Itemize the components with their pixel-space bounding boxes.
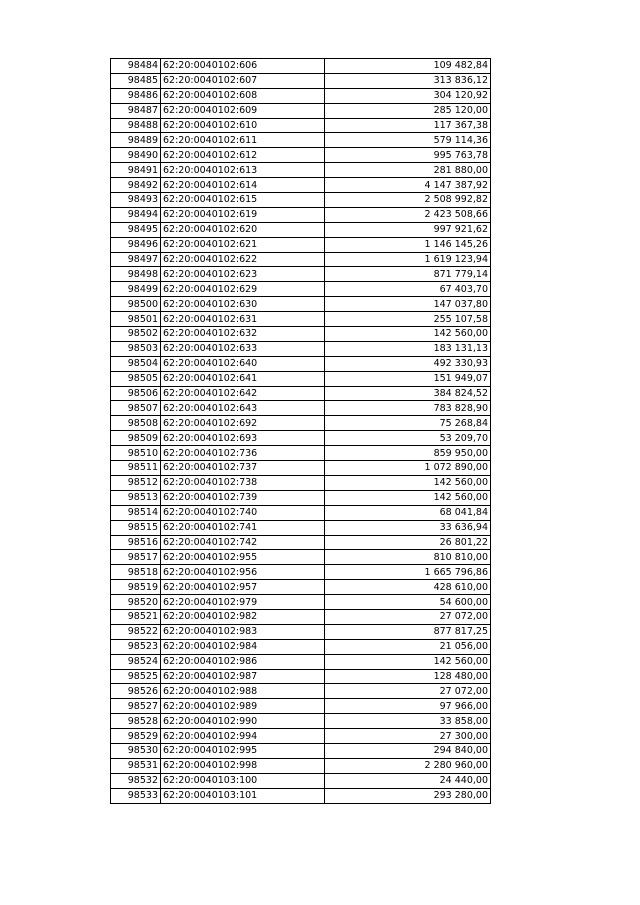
table-row <box>111 758 491 773</box>
value-cell: 27 300,00 <box>325 729 491 744</box>
table-row <box>111 356 491 371</box>
table-row <box>111 371 491 386</box>
row-number-cell: 98531 <box>111 758 161 773</box>
value-cell: 384 824,52 <box>325 386 491 401</box>
cadastral-number-cell: 62:20:0040102:643 <box>161 401 325 416</box>
row-number-cell: 98523 <box>111 639 161 654</box>
row-number-cell: 98489 <box>111 133 161 148</box>
value-cell: 995 763,78 <box>325 148 491 163</box>
cadastral-number-cell: 62:20:0040102:739 <box>161 490 325 505</box>
cadastral-number-cell: 62:20:0040102:606 <box>161 59 325 74</box>
cadastral-number-cell: 62:20:0040102:610 <box>161 118 325 133</box>
value-cell: 783 828,90 <box>325 401 491 416</box>
table-row <box>111 148 491 163</box>
cadastral-number-cell: 62:20:0040102:984 <box>161 639 325 654</box>
value-cell: 997 921,62 <box>325 222 491 237</box>
table-row <box>111 580 491 595</box>
value-cell: 1 146 145,26 <box>325 237 491 252</box>
cadastral-number-cell: 62:20:0040102:741 <box>161 520 325 535</box>
row-number-cell: 98488 <box>111 118 161 133</box>
cadastral-number-cell: 62:20:0040102:742 <box>161 535 325 550</box>
value-cell: 428 610,00 <box>325 580 491 595</box>
table-row <box>111 237 491 252</box>
row-number-cell: 98509 <box>111 431 161 446</box>
table-row <box>111 73 491 88</box>
value-cell: 142 560,00 <box>325 490 491 505</box>
cadastral-number-cell: 62:20:0040102:989 <box>161 699 325 714</box>
cadastral-number-cell: 62:20:0040102:631 <box>161 312 325 327</box>
value-cell: 4 147 387,92 <box>325 178 491 193</box>
value-cell: 2 423 508,66 <box>325 207 491 222</box>
table-row <box>111 565 491 580</box>
row-number-cell: 98512 <box>111 475 161 490</box>
table-row <box>111 595 491 610</box>
value-cell: 492 330,93 <box>325 356 491 371</box>
cadastral-number-cell: 62:20:0040102:611 <box>161 133 325 148</box>
row-number-cell: 98515 <box>111 520 161 535</box>
row-number-cell: 98504 <box>111 356 161 371</box>
table-row <box>111 118 491 133</box>
row-number-cell: 98522 <box>111 624 161 639</box>
row-number-cell: 98486 <box>111 88 161 103</box>
row-number-cell: 98484 <box>111 59 161 74</box>
value-cell: 142 560,00 <box>325 475 491 490</box>
cadastral-number-cell: 62:20:0040102:693 <box>161 431 325 446</box>
value-cell: 2 280 960,00 <box>325 758 491 773</box>
table-row <box>111 446 491 461</box>
cadastral-number-cell: 62:20:0040102:692 <box>161 416 325 431</box>
cadastral-number-cell: 62:20:0040102:642 <box>161 386 325 401</box>
table-row <box>111 252 491 267</box>
row-number-cell: 98510 <box>111 446 161 461</box>
row-number-cell: 98492 <box>111 178 161 193</box>
row-number-cell: 98507 <box>111 401 161 416</box>
cadastral-number-cell: 62:20:0040102:998 <box>161 758 325 773</box>
value-cell: 142 560,00 <box>325 654 491 669</box>
table-row <box>111 475 491 490</box>
row-number-cell: 98516 <box>111 535 161 550</box>
cadastral-number-cell: 62:20:0040102:738 <box>161 475 325 490</box>
row-number-cell: 98521 <box>111 609 161 624</box>
value-cell: 75 268,84 <box>325 416 491 431</box>
value-cell: 294 840,00 <box>325 743 491 758</box>
value-cell: 877 817,25 <box>325 624 491 639</box>
value-cell: 304 120,92 <box>325 88 491 103</box>
cadastral-number-cell: 62:20:0040102:621 <box>161 237 325 252</box>
value-cell: 109 482,84 <box>325 59 491 74</box>
value-cell: 1 619 123,94 <box>325 252 491 267</box>
value-cell: 27 072,00 <box>325 684 491 699</box>
cadastral-number-cell: 62:20:0040102:737 <box>161 461 325 476</box>
cadastral-number-cell: 62:20:0040102:957 <box>161 580 325 595</box>
value-cell: 871 779,14 <box>325 267 491 282</box>
table-row <box>111 416 491 431</box>
value-cell: 33 636,94 <box>325 520 491 535</box>
row-number-cell: 98499 <box>111 282 161 297</box>
value-cell: 26 801,22 <box>325 535 491 550</box>
row-number-cell: 98533 <box>111 788 161 803</box>
cadastral-number-cell: 62:20:0040102:983 <box>161 624 325 639</box>
row-number-cell: 98487 <box>111 103 161 118</box>
table-row <box>111 163 491 178</box>
row-number-cell: 98517 <box>111 550 161 565</box>
cadastral-value-table <box>110 58 491 804</box>
cadastral-number-cell: 62:20:0040102:986 <box>161 654 325 669</box>
table-row <box>111 327 491 342</box>
table-row <box>111 178 491 193</box>
table-row <box>111 714 491 729</box>
row-number-cell: 98490 <box>111 148 161 163</box>
row-number-cell: 98496 <box>111 237 161 252</box>
value-cell: 68 041,84 <box>325 505 491 520</box>
row-number-cell: 98528 <box>111 714 161 729</box>
value-cell: 142 560,00 <box>325 327 491 342</box>
row-number-cell: 98506 <box>111 386 161 401</box>
table-row <box>111 386 491 401</box>
value-cell: 97 966,00 <box>325 699 491 714</box>
row-number-cell: 98493 <box>111 193 161 208</box>
row-number-cell: 98511 <box>111 461 161 476</box>
row-number-cell: 98513 <box>111 490 161 505</box>
row-number-cell: 98520 <box>111 595 161 610</box>
cadastral-number-cell: 62:20:0040102:615 <box>161 193 325 208</box>
value-cell: 183 131,13 <box>325 341 491 356</box>
value-cell: 27 072,00 <box>325 609 491 624</box>
cadastral-number-cell: 62:20:0040103:100 <box>161 773 325 788</box>
cadastral-number-cell: 62:20:0040102:607 <box>161 73 325 88</box>
cadastral-number-cell: 62:20:0040102:629 <box>161 282 325 297</box>
row-number-cell: 98485 <box>111 73 161 88</box>
table-row <box>111 699 491 714</box>
row-number-cell: 98500 <box>111 297 161 312</box>
value-cell: 54 600,00 <box>325 595 491 610</box>
cadastral-number-cell: 62:20:0040102:982 <box>161 609 325 624</box>
value-cell: 147 037,80 <box>325 297 491 312</box>
cadastral-number-cell: 62:20:0040102:640 <box>161 356 325 371</box>
row-number-cell: 98527 <box>111 699 161 714</box>
value-cell: 151 949,07 <box>325 371 491 386</box>
value-cell: 33 858,00 <box>325 714 491 729</box>
row-number-cell: 98495 <box>111 222 161 237</box>
row-number-cell: 98524 <box>111 654 161 669</box>
table-row <box>111 669 491 684</box>
row-number-cell: 98491 <box>111 163 161 178</box>
row-number-cell: 98518 <box>111 565 161 580</box>
cadastral-number-cell: 62:20:0040102:740 <box>161 505 325 520</box>
table-row <box>111 59 491 74</box>
cadastral-number-cell: 62:20:0040102:979 <box>161 595 325 610</box>
value-cell: 255 107,58 <box>325 312 491 327</box>
table-row <box>111 297 491 312</box>
cadastral-number-cell: 62:20:0040102:614 <box>161 178 325 193</box>
table-row <box>111 193 491 208</box>
row-number-cell: 98519 <box>111 580 161 595</box>
row-number-cell: 98526 <box>111 684 161 699</box>
table-row <box>111 505 491 520</box>
cadastral-number-cell: 62:20:0040103:101 <box>161 788 325 803</box>
cadastral-number-cell: 62:20:0040102:956 <box>161 565 325 580</box>
value-cell: 117 367,38 <box>325 118 491 133</box>
value-cell: 128 480,00 <box>325 669 491 684</box>
value-cell: 1 665 796,86 <box>325 565 491 580</box>
cadastral-number-cell: 62:20:0040102:990 <box>161 714 325 729</box>
value-cell: 313 836,12 <box>325 73 491 88</box>
value-cell: 293 280,00 <box>325 788 491 803</box>
value-cell: 21 056,00 <box>325 639 491 654</box>
cadastral-number-cell: 62:20:0040102:613 <box>161 163 325 178</box>
table-row <box>111 729 491 744</box>
row-number-cell: 98514 <box>111 505 161 520</box>
table-row <box>111 624 491 639</box>
table-row <box>111 312 491 327</box>
table-row <box>111 133 491 148</box>
cadastral-number-cell: 62:20:0040102:955 <box>161 550 325 565</box>
row-number-cell: 98494 <box>111 207 161 222</box>
table-row <box>111 282 491 297</box>
table-row <box>111 639 491 654</box>
cadastral-number-cell: 62:20:0040102:995 <box>161 743 325 758</box>
table-row <box>111 520 491 535</box>
row-number-cell: 98498 <box>111 267 161 282</box>
cadastral-number-cell: 62:20:0040102:632 <box>161 327 325 342</box>
row-number-cell: 98502 <box>111 327 161 342</box>
value-cell: 810 810,00 <box>325 550 491 565</box>
table-row <box>111 103 491 118</box>
table-row <box>111 773 491 788</box>
table-row <box>111 654 491 669</box>
cadastral-number-cell: 62:20:0040102:612 <box>161 148 325 163</box>
cadastral-number-cell: 62:20:0040102:641 <box>161 371 325 386</box>
value-cell: 2 508 992,82 <box>325 193 491 208</box>
table-row <box>111 490 491 505</box>
cadastral-number-cell: 62:20:0040102:622 <box>161 252 325 267</box>
table-row <box>111 401 491 416</box>
cadastral-number-cell: 62:20:0040102:619 <box>161 207 325 222</box>
value-cell: 1 072 890,00 <box>325 461 491 476</box>
row-number-cell: 98501 <box>111 312 161 327</box>
cadastral-number-cell: 62:20:0040102:987 <box>161 669 325 684</box>
value-cell: 281 880,00 <box>325 163 491 178</box>
row-number-cell: 98508 <box>111 416 161 431</box>
table-row <box>111 461 491 476</box>
value-cell: 67 403,70 <box>325 282 491 297</box>
row-number-cell: 98505 <box>111 371 161 386</box>
value-cell: 53 209,70 <box>325 431 491 446</box>
cadastral-number-cell: 62:20:0040102:609 <box>161 103 325 118</box>
cadastral-number-cell: 62:20:0040102:608 <box>161 88 325 103</box>
cadastral-number-cell: 62:20:0040102:633 <box>161 341 325 356</box>
value-cell: 579 114,36 <box>325 133 491 148</box>
table-row <box>111 341 491 356</box>
value-cell: 859 950,00 <box>325 446 491 461</box>
table-row <box>111 609 491 624</box>
table-row <box>111 222 491 237</box>
cadastral-number-cell: 62:20:0040102:623 <box>161 267 325 282</box>
table-row <box>111 267 491 282</box>
row-number-cell: 98530 <box>111 743 161 758</box>
table-row <box>111 684 491 699</box>
row-number-cell: 98529 <box>111 729 161 744</box>
value-cell: 24 440,00 <box>325 773 491 788</box>
table-row <box>111 207 491 222</box>
table-row <box>111 535 491 550</box>
row-number-cell: 98503 <box>111 341 161 356</box>
cadastral-number-cell: 62:20:0040102:620 <box>161 222 325 237</box>
table-body <box>111 59 491 804</box>
cadastral-number-cell: 62:20:0040102:994 <box>161 729 325 744</box>
table-row <box>111 88 491 103</box>
table-row <box>111 743 491 758</box>
row-number-cell: 98525 <box>111 669 161 684</box>
row-number-cell: 98497 <box>111 252 161 267</box>
cadastral-number-cell: 62:20:0040102:988 <box>161 684 325 699</box>
cadastral-number-cell: 62:20:0040102:736 <box>161 446 325 461</box>
row-number-cell: 98532 <box>111 773 161 788</box>
table-row <box>111 788 491 803</box>
table-row <box>111 431 491 446</box>
cadastral-number-cell: 62:20:0040102:630 <box>161 297 325 312</box>
table-row <box>111 550 491 565</box>
value-cell: 285 120,00 <box>325 103 491 118</box>
